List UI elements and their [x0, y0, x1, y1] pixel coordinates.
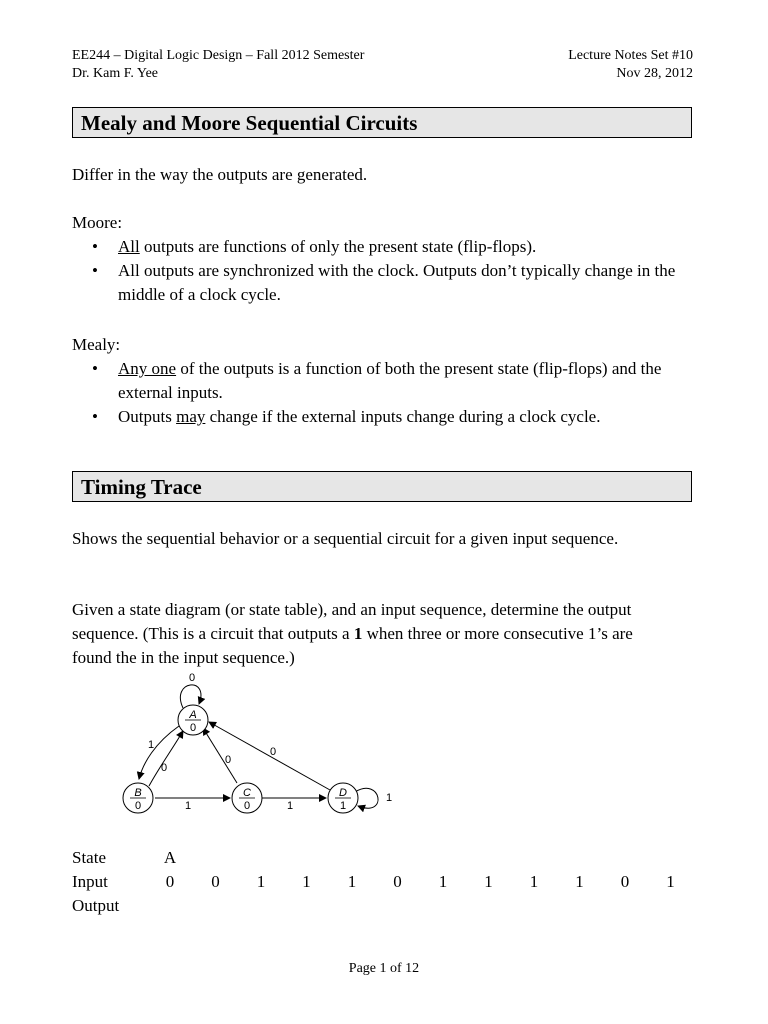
- bullet-text: of the outputs is a function of both the present state (flip-flops) and the external inputs.: [118, 359, 662, 402]
- state-name: A: [189, 709, 197, 721]
- list-item: [72, 357, 702, 405]
- page-header-right: [568, 47, 693, 83]
- list-item: [72, 405, 702, 429]
- state-node-b: [123, 783, 153, 813]
- input-value: 1: [256, 872, 266, 891]
- instructor-name: Dr. Kam F. Yee: [72, 66, 158, 81]
- input-value: 0: [165, 872, 175, 891]
- transition-label: 0: [225, 754, 232, 766]
- list-item: • All outputs are synchronized with the clock. Outputs don’t typically change in the middle of a clock cycle.: [72, 259, 702, 307]
- mealy-bullet-list: [72, 357, 702, 429]
- input-value: 1: [529, 872, 539, 891]
- notes-date: Nov 28, 2012: [616, 66, 693, 81]
- output-row-label: Output: [72, 896, 120, 915]
- state-output: 0: [189, 722, 197, 734]
- list-item: [72, 235, 702, 259]
- state-name: B: [134, 787, 142, 799]
- transition-label: 0: [161, 762, 168, 774]
- bullet-text: Outputs: [118, 407, 177, 426]
- state-output: 0: [134, 800, 142, 812]
- transition-c-a: [203, 728, 237, 783]
- course-title: EE244 – Digital Logic Design – Fall 2012 Semester: [72, 48, 365, 63]
- input-value: 1: [575, 872, 584, 891]
- page-header-left: [72, 47, 364, 83]
- mealy-block: [72, 333, 702, 429]
- underlined-word: Any one: [118, 359, 177, 378]
- state-node-a: [178, 705, 208, 735]
- transition-label: 0: [189, 672, 196, 684]
- transition-a-b: [139, 726, 179, 779]
- moore-bullet-list: [72, 235, 702, 307]
- underlined-word: may: [176, 407, 206, 426]
- input-value: 1: [666, 872, 675, 891]
- page-number: Page 1 of 12: [348, 961, 420, 976]
- moore-block: [72, 211, 702, 307]
- transition-a-a: [180, 685, 201, 708]
- input-value: 0: [620, 872, 630, 891]
- bold-one: 1: [353, 624, 363, 643]
- section-title: Mealy and Moore Sequential Circuits: [81, 111, 418, 135]
- state-name: D: [339, 787, 347, 799]
- transition-label: 1: [386, 792, 393, 804]
- notes-set-label: Lecture Notes Set #10: [568, 48, 693, 63]
- transition-label: 1: [287, 800, 294, 812]
- section-heading-timing-trace: [72, 471, 692, 502]
- initial-state-value: A: [163, 848, 177, 867]
- input-value: 0: [393, 872, 402, 891]
- state-node-c: [232, 783, 262, 813]
- state-diagram: [115, 668, 405, 828]
- intro-paragraph: Differ in the way the outputs are generated.: [72, 165, 368, 184]
- paragraph-text: when three or more consecutive 1’s are found the in the input sequence.): [72, 624, 633, 667]
- input-value: 0: [211, 872, 220, 891]
- transition-label: 0: [270, 746, 277, 758]
- underlined-word: All: [118, 237, 140, 256]
- section-heading-mealy-moore: [72, 107, 692, 138]
- section-title: Timing Trace: [81, 475, 202, 499]
- timing-paragraph-2: [72, 598, 672, 670]
- state-name: C: [243, 787, 251, 799]
- state-output: 0: [243, 800, 251, 812]
- bullet-text: outputs are functions of only the present state (flip-flops).: [139, 237, 537, 256]
- state-row-label: State: [72, 848, 106, 867]
- state-output: 1: [339, 800, 347, 812]
- input-value: 1: [302, 872, 311, 891]
- input-row-label: Input: [72, 872, 108, 891]
- transition-label: 1: [148, 739, 155, 751]
- moore-label: Moore:: [72, 213, 123, 232]
- input-value: 1: [438, 872, 448, 891]
- timing-paragraph-1: Shows the sequential behavior or a sequential circuit for a given input sequence.: [72, 529, 619, 548]
- input-value: 1: [347, 872, 357, 891]
- input-value: 1: [484, 872, 493, 891]
- transition-label: 1: [185, 800, 192, 812]
- state-node-d: [328, 783, 358, 813]
- paragraph-text: Given a state diagram (or state table), and an input sequence, determine the output sequence. (This is a circuit that outputs a: [72, 600, 632, 643]
- bullet-text: change if the external inputs change during a clock cycle.: [205, 407, 601, 426]
- mealy-label: Mealy:: [72, 335, 121, 354]
